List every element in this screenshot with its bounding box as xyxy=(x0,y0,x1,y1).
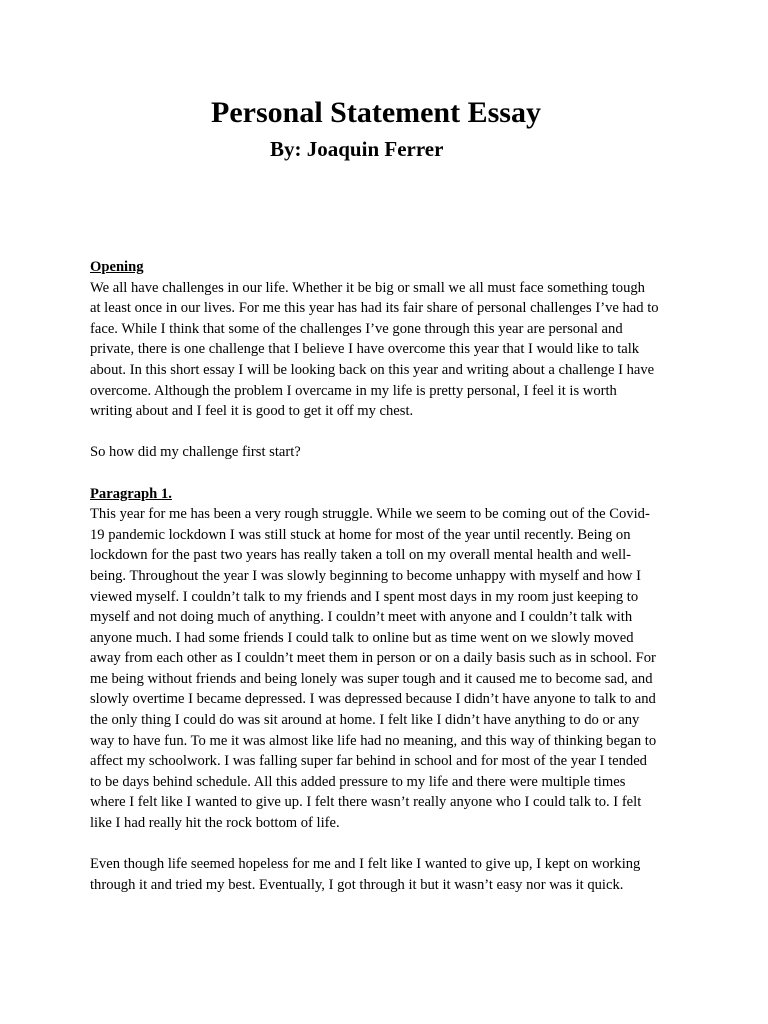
opening-paragraph: We all have challenges in our life. Whether it be big or small we all must face something tough at least once in our lives. For me this year has had its fair share of personal challenges I’ve had to face. While I think that some of the challenges I’ve gone through this year are personal and private, there is one challenge that I believe I have overcome this year that I would like to talk about. In this short essay I will be looking back on this year and writing about a challenge I have overcome. Although the problem I overcame in my life is pretty personal, I feel it is worth writing about and I feel it is good to get it off my chest. xyxy=(90,279,659,420)
page-title: Personal Statement Essay xyxy=(211,96,541,129)
question-line: So how did my challenge first start? xyxy=(90,444,301,461)
essay-body xyxy=(90,257,690,895)
paragraph-spacer xyxy=(90,463,690,484)
paragraph-spacer xyxy=(90,834,690,855)
closing-paragraph: Even though life seemed hopeless for me and I felt like I wanted to give up, I kept on working through it and tried my best. Eventually, I got through it but it wasn’t easy nor was it quick. xyxy=(90,856,641,893)
paragraph1-heading: Paragraph 1. xyxy=(90,485,172,502)
paragraph-spacer xyxy=(90,422,690,443)
paragraph1-text: This year for me has been a very rough struggle. While we seem to be coming out of the Covid- 19 pandemic lockdown I was still stuck at home for most of the year until recently. Being on lockdown for the past two years has really taken a toll on my overall mental health and well- being. Throughout the year I was slowly beginning to become unhappy with myself and how I viewed myself. I couldn’t talk to my friends and I spent most days in my room just keeping to myself and not doing much of anything. I couldn’t meet with anyone and I couldn’t talk with anyone much. I had some friends I could talk to online but as time went on we slowly moved away from each other as I couldn’t meet them in person or on a daily basis such as in school. For me being without friends and being lonely was super tough and it caused me to become sad, and slowly overtime I became depressed. I was depressed because I didn’t have anyone to talk to and the only thing I could do was sit around at home. I felt like I didn’t have anything to do or any way to have fun. To me it was almost like life had no meaning, and this way of thinking began to affect my schoolwork. I was falling super far behind in school and for most of the year I tended to be days behind schedule. All this added pressure to my life and there were multiple times where I felt like I wanted to give up. I felt there wasn’t really anyone who I could talk to. I felt like I had really hit the rock bottom of life. xyxy=(90,506,657,832)
author-byline: By: Joaquin Ferrer xyxy=(270,137,444,161)
opening-heading: Opening xyxy=(90,259,144,275)
